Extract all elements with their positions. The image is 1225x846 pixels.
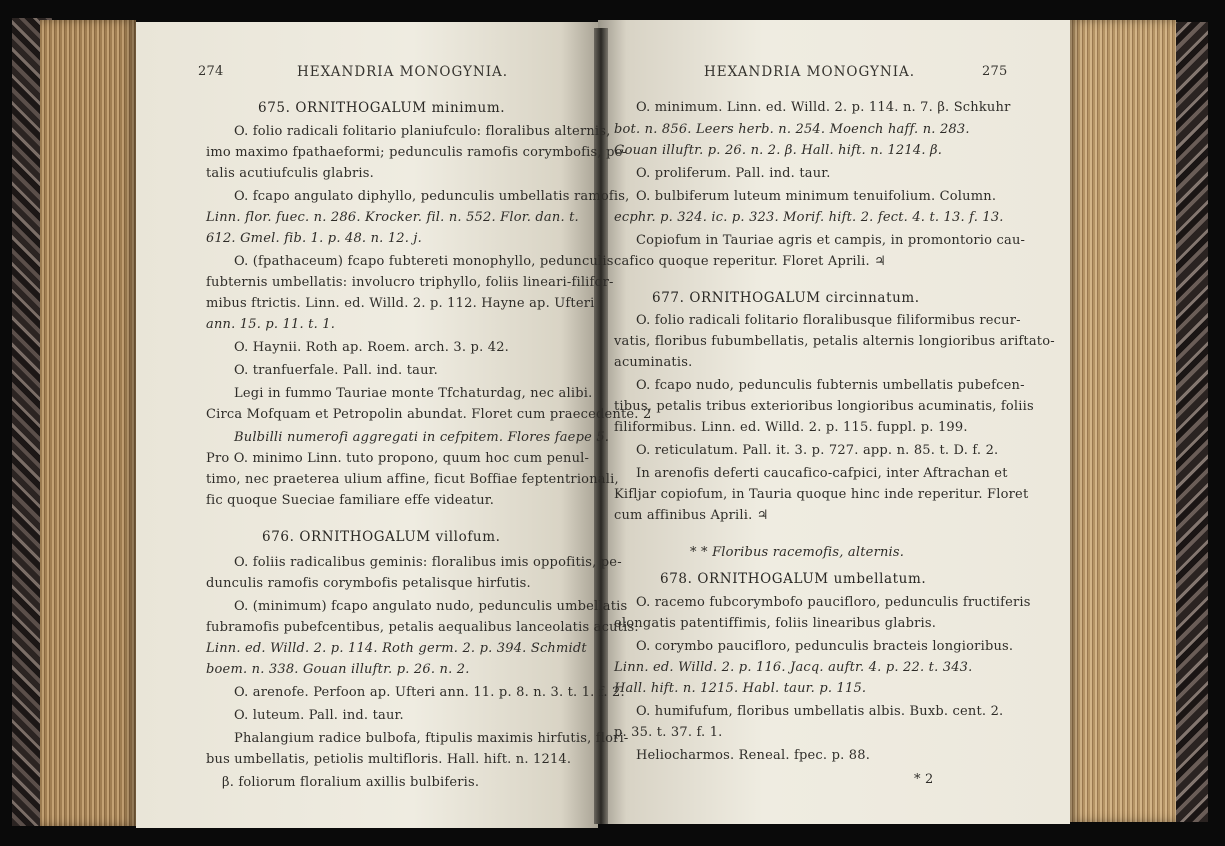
text-line: vatis, floribus fubumbellatis, petalis alternis longioribus ariftato- bbox=[614, 334, 1055, 349]
text-line: O. proliferum. Pall. ind. taur. bbox=[636, 166, 831, 181]
species-heading: 677. ORNITHOGALUM circinnatum. bbox=[652, 290, 920, 306]
text-line: O. humifufum, floribus umbellatis albis. Buxb. cent. 2. bbox=[636, 704, 1004, 719]
text-line: Linn. flor. fuec. n. 286. Krocker. fil. n. 552. Flor. dan. t. bbox=[206, 210, 579, 225]
text-line: O. arenofe. Perfoon ap. Ufteri ann. 11. p. 8. n. 3. t. 1. f. 2. bbox=[234, 685, 625, 700]
text-line: Pro O. minimo Linn. tuto propono, quum hoc cum penul- bbox=[206, 451, 590, 466]
section-heading: * * Floribus racemofis, alternis. bbox=[690, 545, 905, 560]
text-line: Copiofum in Tauriae agris et campis, in promontorio cau- bbox=[636, 233, 1026, 248]
text-line: dunculis ramofis corymbofis petalisque hirfutis. bbox=[206, 576, 531, 591]
text-line: p. 35. t. 37. f. 1. bbox=[614, 725, 723, 740]
text-line: cum affinibus Aprili. ♃ bbox=[614, 508, 769, 523]
text-line: O. corymbo paucifloro, pedunculis bracteis longioribus. bbox=[636, 639, 1014, 654]
text-line: O. minimum. Linn. ed. Willd. 2. p. 114. n. 7. β. Schkuhr bbox=[636, 100, 1011, 115]
text-line: O. (fpathaceum) fcapo fubtereti monophyllo, pedunculis bbox=[234, 254, 614, 269]
text-line: Phalangium radice bulbofa, ftipulis maximis hirfutis, flori- bbox=[234, 731, 629, 746]
right-page-edges bbox=[1068, 20, 1176, 822]
text-line: Circa Mofquam et Petropolin abundat. Floret cum praecedente. 2 bbox=[206, 407, 652, 422]
text-line: O. fcapo angulato diphyllo, pedunculis umbellatis ramofis, bbox=[234, 189, 630, 204]
text-line: O. luteum. Pall. ind. taur. bbox=[234, 708, 404, 723]
text-line: imo maximo fpathaeformi; pedunculis ramofis corymbofis, pe- bbox=[206, 145, 628, 160]
text-line: fubternis umbellatis: involucro triphyllo, foliis lineari-filifor- bbox=[206, 275, 614, 290]
text-line: Kifljar copiofum, in Tauria quoque hinc inde reperitur. Floret bbox=[614, 487, 1029, 502]
text-line: tibus, petalis tribus exterioribus longioribus acuminatis, foliis bbox=[614, 399, 1034, 414]
text-line: O. folio radicali folitario floralibusque filiformibus recur- bbox=[636, 313, 1021, 328]
right-page-number: 275 bbox=[982, 64, 1008, 79]
text-line: Linn. ed. Willd. 2. p. 116. Jacq. auftr. 4. p. 22. t. 343. bbox=[614, 660, 973, 675]
text-line: O. bulbiferum luteum minimum tenuifolium. Column. bbox=[636, 189, 997, 204]
text-line: ann. 15. p. 11. t. 1. bbox=[206, 317, 336, 332]
text-line: O. fcapo nudo, pedunculis fubternis umbellatis pubefcen- bbox=[636, 378, 1025, 393]
text-line: Bulbilli numerofi aggregati in cefpitem. Flores faepe 5. bbox=[234, 430, 610, 445]
text-line: O. tranfuerfale. Pall. ind. taur. bbox=[234, 363, 438, 378]
text-line: ecphr. p. 324. ic. p. 323. Morif. hift. 2. fect. 4. t. 13. f. 13. bbox=[614, 210, 1004, 225]
text-line: mibus ftrictis. Linn. ed. Willd. 2. p. 112. Hayne ap. Ufteri bbox=[206, 296, 595, 311]
text-line: boem. n. 338. Gouan illuftr. p. 26. n. 2. bbox=[206, 662, 470, 677]
text-line: elongatis patentiffimis, foliis linearibus glabris. bbox=[614, 616, 937, 631]
text-line: cafico quoque reperitur. Floret Aprili. ♃ bbox=[614, 254, 887, 269]
species-heading: 675. ORNITHOGALUM minimum. bbox=[258, 100, 506, 116]
text-line: Hall. hift. n. 1215. Habl. taur. p. 115. bbox=[614, 681, 867, 696]
text-line: filiformibus. Linn. ed. Willd. 2. p. 115. fuppl. p. 199. bbox=[614, 420, 968, 435]
text-line: talis acutiufculis glabris. bbox=[206, 166, 374, 181]
text-line: bus umbellatis, petiolis multifloris. Hall. hift. n. 1214. bbox=[206, 752, 572, 767]
species-heading: 676. ORNITHOGALUM villofum. bbox=[262, 529, 501, 545]
text-line: O. foliis radicalibus geminis: floralibus imis oppofitis, pe- bbox=[234, 555, 622, 570]
text-line: O. racemo fubcorymbofo paucifloro, pedunculis fructiferis bbox=[636, 595, 1031, 610]
signature-mark: * 2 bbox=[914, 772, 934, 787]
species-heading: 678. ORNITHOGALUM umbellatum. bbox=[660, 571, 927, 587]
text-line: fic quoque Sueciae familiare effe videatur. bbox=[206, 493, 495, 508]
left-running-head: HEXANDRIA MONOGYNIA. bbox=[297, 64, 509, 80]
text-line: bot. n. 856. Leers herb. n. 254. Moench haff. n. 283. bbox=[614, 122, 970, 137]
left-page-number: 274 bbox=[198, 64, 224, 79]
text-line: Gouan illuftr. p. 26. n. 2. β. Hall. hift. n. 1214. β. bbox=[614, 143, 943, 158]
text-line: O. folio radicali folitario planiufculo: floralibus alternis, bbox=[234, 124, 611, 139]
text-line: Legi in fummo Tauriae monte Tfchaturdag, nec alibi. bbox=[234, 386, 593, 401]
text-line: acuminatis. bbox=[614, 355, 693, 370]
text-line: fubramofis pubefcentibus, petalis aequalibus lanceolatis acutis. bbox=[206, 620, 639, 635]
text-line: In arenofis deferti caucafico-cafpici, inter Aftrachan et bbox=[636, 466, 1008, 481]
text-line: timo, nec praeterea ulium affine, ficut Boffiae feptentrionali, bbox=[206, 472, 619, 487]
text-line: Linn. ed. Willd. 2. p. 114. Roth germ. 2. p. 394. Schmidt bbox=[206, 641, 587, 656]
text-line: O. Haynii. Roth ap. Roem. arch. 3. p. 42. bbox=[234, 340, 510, 355]
left-page-edges bbox=[40, 20, 136, 826]
text-line: β. foliorum floralium axillis bulbiferis. bbox=[222, 775, 480, 790]
text-line: 612. Gmel. fib. 1. p. 48. n. 12. j. bbox=[206, 231, 422, 246]
text-line: O. (minimum) fcapo angulato nudo, pedunculis umbellatis bbox=[234, 599, 628, 614]
text-line: Heliocharmos. Reneal. fpec. p. 88. bbox=[636, 748, 871, 763]
right-running-head: HEXANDRIA MONOGYNIA. bbox=[704, 64, 916, 80]
text-line: O. reticulatum. Pall. it. 3. p. 727. app. n. 85. t. D. f. 2. bbox=[636, 443, 999, 458]
